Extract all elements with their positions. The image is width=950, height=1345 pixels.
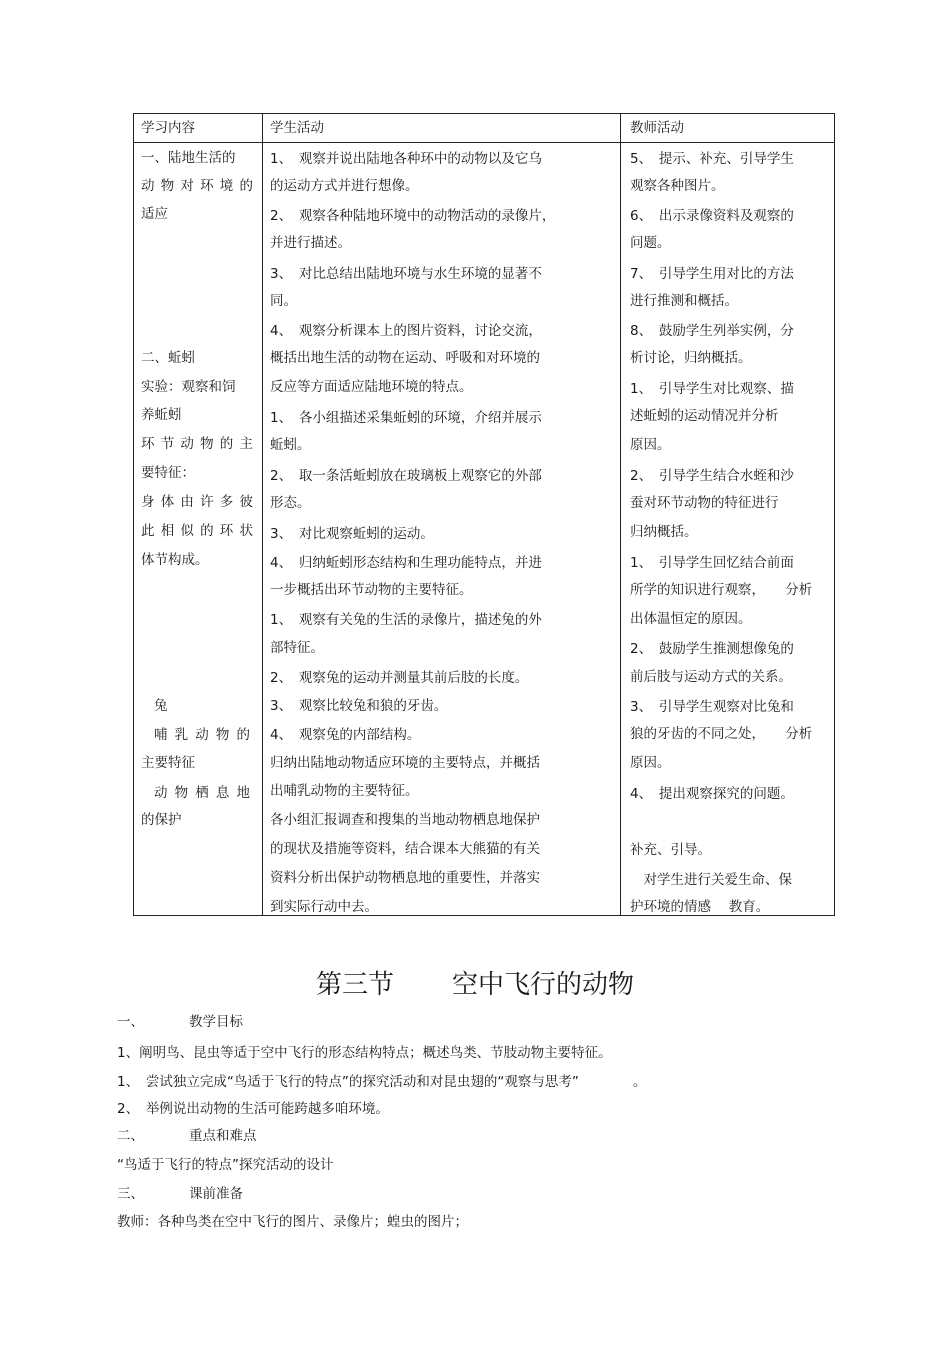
student-line: 部特征。 (270, 640, 324, 656)
content-line: 实验：观察和饲 (141, 379, 236, 395)
content-line: 二、蚯蚓 (141, 350, 195, 366)
teacher-line: 前后肢与运动方式的关系。 (630, 669, 792, 685)
heading-key-points: 二、 重点和难点 (117, 1128, 257, 1144)
content-line: 要特征： (141, 465, 195, 481)
teacher-line: 2、 鼓励学生推测想像兔的 (630, 641, 794, 657)
content-line: 哺 乳 动 物 的 (154, 727, 250, 743)
student-line: 3、 观察比较兔和狼的牙齿。 (270, 698, 448, 714)
content-line: 动 物 对 环 境 的 (141, 178, 253, 194)
content-line: 兔 (154, 698, 168, 714)
student-line: 到实际行动中去。 (270, 899, 378, 915)
teacher-line: 6、 出示录像资料及观察的 (630, 208, 794, 224)
student-line: 2、 观察兔的运动并测量其前后肢的长度。 (270, 670, 529, 686)
teacher-line: 护环境的情感 教育。 (630, 899, 770, 915)
column-divider (262, 114, 263, 915)
teacher-line: 述蚯蚓的运动情况并分析 (630, 408, 779, 424)
teacher-line: 狼的牙齿的不同之处， 分析 (630, 726, 813, 742)
student-line: 2、 观察各种陆地环境中的动物活动的录像片， (270, 208, 556, 224)
teacher-line: 补充、引导。 (630, 842, 711, 858)
column-divider (620, 114, 621, 915)
header-teacher: 教师活动 (630, 120, 684, 136)
content-line: 适应 (141, 206, 168, 222)
section-name: 空中飞行的动物 (452, 970, 635, 1000)
teacher-line: 2、 引导学生结合水蛭和沙 (630, 468, 794, 484)
teacher-line: 原因。 (630, 437, 671, 453)
teacher-line: 问题。 (630, 235, 671, 251)
header-content: 学习内容 (141, 120, 195, 136)
student-line: 资料分析出保护动物栖息地的重要性，并落实 (270, 870, 540, 886)
heading-preparation: 三、 课前准备 (117, 1186, 243, 1202)
student-line: 3、 对比观察蚯蚓的运动。 (270, 526, 434, 542)
student-line: 归纳出陆地动物适应环境的主要特点，并概括 (270, 755, 540, 771)
content-line: 养蚯蚓 (141, 407, 182, 423)
goal-item: 1、阐明鸟、昆虫等适于空中飞行的形态结构特点；概述鸟类、节肢动物主要特征。 (117, 1045, 612, 1061)
content-line: 动 物 栖 息 地 (154, 785, 250, 801)
key-point-text: “鸟适于飞行的特点”探究活动的设计 (117, 1157, 334, 1173)
content-line: 的保护 (141, 812, 182, 828)
goal-item: 2、 举例说出动物的生活可能跨越多咱环境。 (117, 1101, 389, 1117)
student-line: 1、 各小组描述采集蚯蚓的环境，介绍并展示 (270, 410, 542, 426)
student-line: 1、 观察并说出陆地各种环中的动物以及它乌 (270, 151, 542, 167)
teacher-line: 8、 鼓励学生列举实例，分 (630, 323, 794, 339)
heading-goals: 一、 教学目标 (117, 1014, 243, 1030)
content-line: 环 节 动 物 的 主 (141, 436, 253, 452)
preparation-text: 教师：各种鸟类在空中飞行的图片、录像片；蝗虫的图片； (117, 1214, 468, 1230)
student-line: 蚯蚓。 (270, 437, 311, 453)
header-student: 学生活动 (270, 120, 324, 136)
student-line: 形态。 (270, 495, 311, 511)
student-line: 4、 观察分析课本上的图片资料，讨论交流， (270, 323, 542, 339)
teacher-line: 析讨论，归纳概括。 (630, 350, 752, 366)
student-line: 各小组汇报调查和搜集的当地动物栖息地保护 (270, 812, 540, 828)
header-divider (134, 142, 834, 143)
content-line: 主要特征 (141, 755, 195, 771)
student-line: 4、 观察兔的内部结构。 (270, 727, 421, 743)
student-line: 1、 观察有关兔的生活的录像片，描述兔的外 (270, 612, 542, 628)
student-line: 反应等方面适应陆地环境的特点。 (270, 379, 473, 395)
teacher-line: 观察各种图片。 (630, 178, 725, 194)
teacher-line: 出体温恒定的原因。 (630, 611, 752, 627)
section-number: 第三节 (315, 970, 394, 1000)
teacher-line: 原因。 (630, 755, 671, 771)
student-line: 的现状及措施等资料，结合课本大熊猫的有关 (270, 841, 540, 857)
content-line: 一、陆地生活的 (141, 150, 236, 166)
student-line: 2、 取一条活蚯蚓放在玻璃板上观察它的外部 (270, 468, 542, 484)
teacher-line: 1、 引导学生对比观察、描 (630, 381, 794, 397)
teacher-line: 5、 提示、补充、引导学生 (630, 151, 794, 167)
student-line: 同。 (270, 293, 297, 309)
teacher-line: 对学生进行关爱生命、保 (630, 872, 792, 888)
content-line: 身 体 由 许 多 彼 (141, 494, 253, 510)
student-line: 的运动方式并进行想像。 (270, 178, 419, 194)
student-line: 并进行描述。 (270, 235, 351, 251)
teacher-line: 3、 引导学生观察对比兔和 (630, 699, 794, 715)
student-line: 出哺乳动物的主要特征。 (270, 783, 419, 799)
student-line: 3、 对比总结出陆地环境与水生环境的显著不 (270, 266, 542, 282)
lesson-table (133, 113, 835, 916)
teacher-line: 归纳概括。 (630, 524, 698, 540)
teacher-line: 4、 提出观察探究的问题。 (630, 786, 794, 802)
teacher-line: 蚕对环节动物的特征进行 (630, 495, 779, 511)
goal-item: 1、 尝试独立完成“鸟适于飞行的特点”的探究活动和对昆虫翅的“观察与思考” 。 (117, 1074, 647, 1090)
teacher-line: 所学的知识进行观察， 分析 (630, 582, 813, 598)
teacher-line: 1、 引导学生回忆结合前面 (630, 555, 794, 571)
student-line: 4、 归纳蚯蚓形态结构和生理功能特点，并进 (270, 555, 542, 571)
student-line: 概括出地生活的动物在运动、呼吸和对环境的 (270, 350, 540, 366)
teacher-line: 进行推测和概括。 (630, 293, 738, 309)
student-line: 一步概括出环节动物的主要特征。 (270, 582, 473, 598)
section-title (0, 968, 950, 1002)
content-line: 此 相 似 的 环 状 (141, 523, 253, 539)
content-line: 体节构成。 (141, 552, 209, 568)
teacher-line: 7、 引导学生用对比的方法 (630, 266, 794, 282)
